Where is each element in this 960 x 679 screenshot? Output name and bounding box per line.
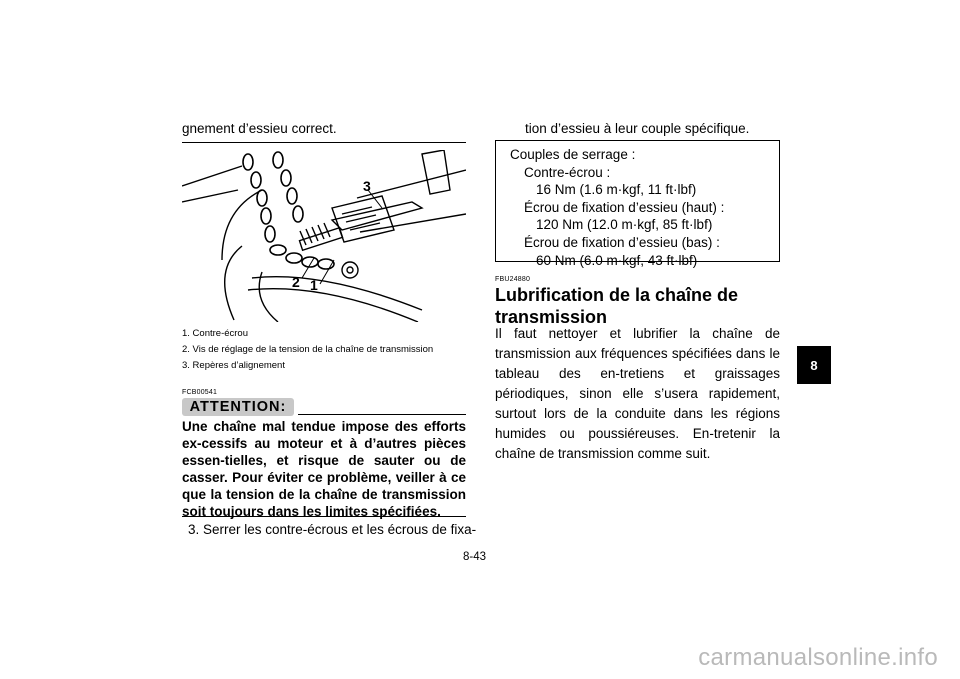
caption-2: 2. Vis de réglage de la tension de la chaîne de transmission <box>182 344 434 355</box>
torque-item-value: 120 Nm (12.0 m·kgf, 85 ft·lbf) <box>536 217 713 233</box>
torque-heading: Couples de serrage : <box>510 147 636 162</box>
section-divider <box>182 142 466 143</box>
torque-item-label: Écrou de fixation d’essieu (haut) : <box>524 199 725 215</box>
section-title-line-2: transmission <box>495 307 608 327</box>
watermark: carmanualsonline.info <box>698 644 938 671</box>
attention-text: Une chaîne mal tendue impose des efforts ex-cessifs au moteur et à d’autres pièces essen-tielles, et risque de sauter ou de casser. Pour éviter ce problème, veiller à ce que la tension de la chaîne de transmission soit toujours dans les limites spécifiées. <box>182 419 466 519</box>
continuation-text: tion d’essieu à leur couple spécifique. <box>525 121 750 136</box>
torque-item-value: 16 Nm (1.6 m·kgf, 11 ft·lbf) <box>536 182 697 198</box>
caption-3: 3. Repères d’alignement <box>182 360 285 371</box>
section-title <box>495 284 780 328</box>
attention-rule-top <box>298 414 466 415</box>
torque-specs-box <box>495 140 780 268</box>
caption-1: 1. Contre-écrou <box>182 328 249 339</box>
section-body: Il faut nettoyer et lubrifier la chaîne de transmission aux fréquences spécifiées dans le tableau des en-tretiens et graissages périodiques, sinon elle s’usera rapidement, surtout lors de la conduite dans les régions humides ou poussiéreuses. En-tretenir la chaîne de transmission comme suit. <box>495 326 780 461</box>
intro-fragment: gnement d’essieu correct. <box>182 121 337 136</box>
chain-adjuster-illustration <box>182 150 466 322</box>
callout-3: 3 <box>363 178 371 194</box>
step-3: 3. Serrer les contre-écrous et les écrous de fixa- <box>188 522 477 537</box>
attention-badge: ATTENTION: <box>182 398 294 416</box>
chain-adjuster-drawing <box>182 150 466 322</box>
attention-code: FCB00541 <box>182 389 218 396</box>
page-number: 8-43 <box>463 551 487 563</box>
torque-item-label: Contre-écrou : <box>524 164 611 180</box>
callout-1: 1 <box>310 277 318 293</box>
chapter-tab: 8 <box>797 346 831 384</box>
section-code: FBU24880 <box>495 276 531 283</box>
callout-2: 2 <box>292 274 300 290</box>
torque-item-label: Écrou de fixation d’essieu (bas) : <box>524 234 720 250</box>
attention-rule-bottom <box>182 516 466 517</box>
section-title-line-1: Lubrification de la chaîne de <box>495 285 739 305</box>
torque-item-value: 60 Nm (6.0 m·kgf, 43 ft·lbf) <box>536 252 698 268</box>
